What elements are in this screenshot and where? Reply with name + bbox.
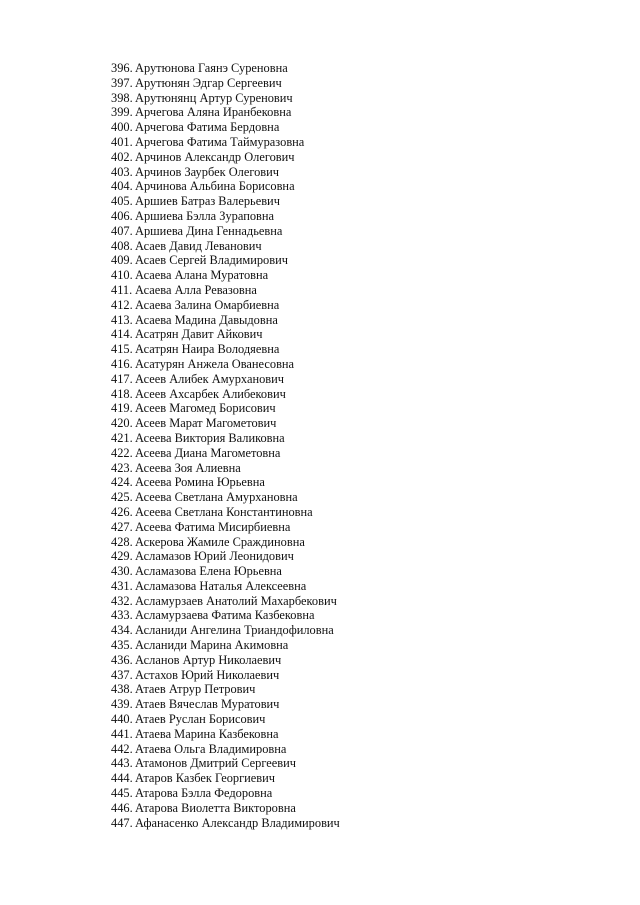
- list-item: [111, 372, 340, 387]
- list-item: [111, 357, 340, 372]
- entry-name: Асламурзаева Фатима Казбековна: [135, 608, 315, 623]
- entry-name: Арчинов Заурбек Олегович: [135, 164, 280, 179]
- entry-number: 434.: [111, 623, 133, 638]
- entry-name: Асеев Алибек Амурханович: [135, 371, 285, 386]
- entry-number: 440.: [111, 712, 133, 727]
- entry-number: 427.: [111, 519, 133, 534]
- entry-name: Асеева Светлана Амурхановна: [135, 490, 298, 505]
- list-item: [111, 194, 340, 209]
- list-item: [111, 668, 340, 683]
- entry-number: 422.: [111, 445, 133, 460]
- entry-name: Асаев Сергей Владимирович: [135, 253, 288, 268]
- entry-number: 414.: [111, 327, 133, 342]
- entry-name: Асаева Алана Муратовна: [135, 268, 269, 283]
- list-item: [111, 505, 340, 520]
- list-item: [111, 327, 340, 342]
- list-item: [111, 105, 340, 120]
- list-item: [111, 520, 340, 535]
- entry-name: Асаева Алла Ревазовна: [135, 282, 257, 297]
- list-item: [111, 342, 340, 357]
- entry-number: 399.: [111, 105, 133, 120]
- entry-number: 413.: [111, 312, 133, 327]
- entry-number: 435.: [111, 638, 133, 653]
- entry-name: Асеев Магомед Борисович: [135, 401, 276, 416]
- list-item: [111, 594, 340, 609]
- entry-name: Аршиева Бэлла Зураповна: [135, 208, 275, 223]
- list-item: [111, 253, 340, 268]
- list-item: [111, 416, 340, 431]
- list-item: [111, 623, 340, 638]
- entry-number: 408.: [111, 238, 133, 253]
- list-item: [111, 268, 340, 283]
- entry-number: 396.: [111, 61, 133, 75]
- list-item: [111, 313, 340, 328]
- entry-name: Асатрян Давит Айкович: [135, 327, 263, 342]
- entry-number: 411.: [111, 282, 133, 297]
- list-item: [111, 91, 340, 106]
- list-item: [111, 608, 340, 623]
- entry-number: 405.: [111, 194, 133, 209]
- entry-name: Асеева Зоя Алиевна: [135, 460, 241, 475]
- entry-name: Асланов Артур Николаевич: [135, 652, 282, 667]
- entry-number: 401.: [111, 134, 133, 149]
- entry-number: 406.: [111, 208, 133, 223]
- entry-name: Асламазов Юрий Леонидович: [135, 549, 294, 564]
- entry-name: Арчинова Альбина Борисовна: [135, 179, 295, 194]
- list-item: [111, 727, 340, 742]
- entry-name: Арутюнянц Артур Суренович: [135, 90, 293, 105]
- entry-number: 437.: [111, 667, 133, 682]
- entry-number: 442.: [111, 741, 133, 756]
- entry-name: Асаева Мадина Давыдовна: [135, 312, 278, 327]
- entry-name: Асеева Светлана Константиновна: [135, 504, 313, 519]
- entry-name: Атаев Атрур Петрович: [135, 682, 256, 697]
- entry-name: Асланиди Марина Акимовна: [135, 638, 289, 653]
- entry-name: Аскерова Жамиле Сраждиновна: [135, 534, 305, 549]
- entry-name: Астахов Юрий Николаевич: [135, 667, 280, 682]
- entry-name: Аршиева Дина Геннадьевна: [135, 223, 283, 238]
- list-item: [111, 461, 340, 476]
- entry-number: 430.: [111, 564, 133, 579]
- list-item: [111, 653, 340, 668]
- list-item: [111, 61, 340, 76]
- list-item: [111, 579, 340, 594]
- list-item: [111, 712, 340, 727]
- list-item: [111, 549, 340, 564]
- entry-name: Арчегова Фатима Бердовна: [135, 120, 280, 135]
- entry-number: 407.: [111, 223, 133, 238]
- entry-number: 432.: [111, 593, 133, 608]
- list-item: [111, 283, 340, 298]
- entry-name: Атарова Виолетта Викторовна: [135, 800, 296, 815]
- entry-name: Аршиев Батраз Валерьевич: [135, 194, 280, 209]
- list-item: [111, 786, 340, 801]
- entry-name: Асаева Залина Омарбиевна: [135, 297, 280, 312]
- entry-number: 420.: [111, 416, 133, 431]
- list-item: [111, 816, 340, 831]
- list-item: [111, 564, 340, 579]
- entry-number: 436.: [111, 652, 133, 667]
- entry-name: Асеев Ахсарбек Алибекович: [135, 386, 286, 401]
- entry-number: 416.: [111, 356, 133, 371]
- entry-number: 409.: [111, 253, 133, 268]
- entry-name: Атаева Марина Казбековна: [135, 726, 279, 741]
- entry-name: Асламазова Елена Юрьевна: [135, 564, 282, 579]
- entry-name: Атаева Ольга Владимировна: [135, 741, 287, 756]
- entry-number: 429.: [111, 549, 133, 564]
- entry-number: 412.: [111, 297, 133, 312]
- entry-number: 424.: [111, 475, 133, 490]
- list-item: [111, 401, 340, 416]
- entry-number: 426.: [111, 504, 133, 519]
- entry-name: Арутюнова Гаянэ Суреновна: [135, 61, 288, 75]
- entry-number: 410.: [111, 268, 133, 283]
- entry-number: 421.: [111, 430, 133, 445]
- list-item: [111, 742, 340, 757]
- entry-number: 439.: [111, 697, 133, 712]
- list-item: [111, 535, 340, 550]
- entry-number: 425.: [111, 490, 133, 505]
- entry-name: Атаев Руслан Борисович: [135, 712, 266, 727]
- entry-number: 438.: [111, 682, 133, 697]
- entry-number: 402.: [111, 149, 133, 164]
- entry-number: 441.: [111, 726, 133, 741]
- entry-number: 444.: [111, 771, 133, 786]
- entry-number: 403.: [111, 164, 133, 179]
- list-item: [111, 224, 340, 239]
- entry-number: 443.: [111, 756, 133, 771]
- list-item: [111, 490, 340, 505]
- entry-name: Афанасенко Александр Владимирович: [135, 815, 340, 830]
- list-item: [111, 682, 340, 697]
- entry-name: Арутюнян Эдгар Сергеевич: [135, 75, 282, 90]
- list-item: [111, 150, 340, 165]
- entry-name: Асеев Марат Магометович: [135, 416, 277, 431]
- entry-name: Арчинов Александр Олегович: [135, 149, 295, 164]
- entry-name: Асламурзаев Анатолий Махарбекович: [135, 593, 337, 608]
- list-item: [111, 638, 340, 653]
- entry-number: 418.: [111, 386, 133, 401]
- list-item: [111, 298, 340, 313]
- entry-name: Арчегова Аляна Иранбековна: [135, 105, 292, 120]
- list-item: [111, 76, 340, 91]
- entry-number: 431.: [111, 578, 133, 593]
- entry-number: 445.: [111, 786, 133, 801]
- list-item: [111, 801, 340, 816]
- entry-number: 400.: [111, 120, 133, 135]
- entry-name: Асланиди Ангелина Триандофиловна: [135, 623, 334, 638]
- entry-number: 423.: [111, 460, 133, 475]
- entry-name: Асатурян Анжела Ованесовна: [135, 356, 295, 371]
- list-item: [111, 446, 340, 461]
- list-item: [111, 697, 340, 712]
- list-item: [111, 431, 340, 446]
- entry-number: 446.: [111, 800, 133, 815]
- entry-name: Асатрян Наира Володяевна: [135, 342, 280, 357]
- entry-name: Асеева Виктория Валиковна: [135, 430, 285, 445]
- entry-name: Асаев Давид Леванович: [135, 238, 262, 253]
- list-item: [111, 135, 340, 150]
- entry-name: Асеева Диана Магометовна: [135, 445, 281, 460]
- list-item: [111, 209, 340, 224]
- entry-number: 398.: [111, 90, 133, 105]
- list-item: [111, 771, 340, 786]
- list-item: [111, 475, 340, 490]
- list-item: [111, 179, 340, 194]
- entry-number: 404.: [111, 179, 133, 194]
- entry-number: 447.: [111, 815, 133, 830]
- list-item: [111, 165, 340, 180]
- list-item: [111, 120, 340, 135]
- entry-name: Асеева Фатима Мисирбиевна: [135, 519, 291, 534]
- entry-number: 433.: [111, 608, 133, 623]
- entry-name: Атамонов Дмитрий Сергеевич: [135, 756, 296, 771]
- list-item: [111, 239, 340, 254]
- name-list: [111, 61, 340, 830]
- entry-name: Атаев Вячеслав Муратович: [135, 697, 280, 712]
- entry-name: Асеева Ромина Юрьевна: [135, 475, 265, 490]
- entry-name: Арчегова Фатима Таймуразовна: [135, 134, 305, 149]
- entry-number: 397.: [111, 75, 133, 90]
- entry-number: 419.: [111, 401, 133, 416]
- entry-number: 415.: [111, 342, 133, 357]
- list-item: [111, 387, 340, 402]
- entry-name: Асламазова Наталья Алексеевна: [135, 578, 307, 593]
- list-item: [111, 756, 340, 771]
- entry-number: 417.: [111, 371, 133, 386]
- entry-name: Атаров Казбек Георгиевич: [135, 771, 276, 786]
- entry-number: 428.: [111, 534, 133, 549]
- entry-name: Атарова Бэлла Федоровна: [135, 786, 273, 801]
